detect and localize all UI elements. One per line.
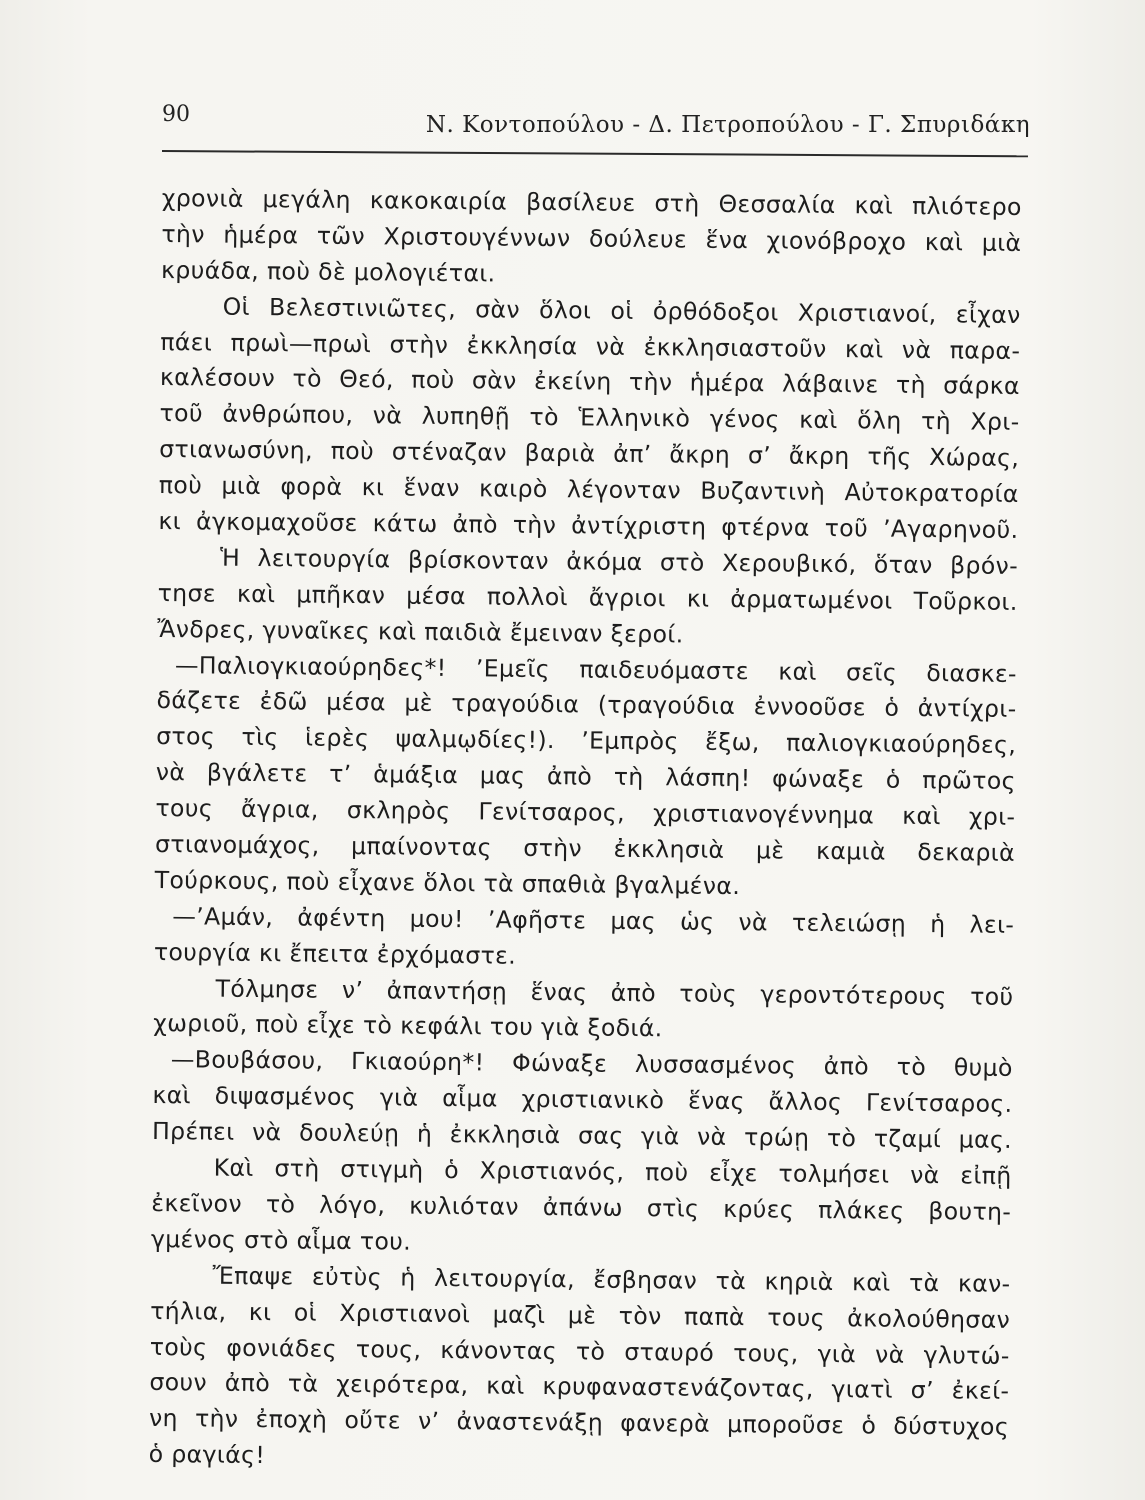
text-line: στιανομάχος, μπαίνοντας στὴν ἐκκλησιὰ μὲ καμιὰ δεκαριὰ — [154, 829, 1016, 867]
text-line: Τόλμησε ν’ ἀπαντήσῃ ἕνας ἀπὸ τοὺς γεροντότερους τοῦ — [215, 974, 1014, 1011]
text-line: Καὶ στὴ στιγμὴ ὁ Χριστιανός, ποὺ εἶχε τολμήσει νὰ εἰπῇ — [213, 1153, 1012, 1190]
text-line: καὶ διψασμένος γιὰ αἷμα χριστιανικὸ ἕνας ἄλλος Γενίτσαρος. — [152, 1081, 1013, 1119]
page-number: 90 — [162, 102, 190, 127]
text-line: Ἄνδρες, γυναῖκες καὶ παιδιὰ ἔμειναν ξεροί. — [157, 614, 684, 649]
text-line: ποὺ μιὰ φορὰ κι ἕναν καιρὸ λέγονταν Βυζαντινὴ Αὐτοκρατορία — [158, 471, 1019, 509]
text-line: χωριοῦ, ποὺ εἶχε τὸ κεφάλι του γιὰ ξοδιά. — [153, 1009, 663, 1043]
text-line: —’Αμάν, ἀφέντη μου! ’Αφῆστε μας ὡς νὰ τελειώσῃ ἡ λει- — [172, 901, 1015, 939]
text-line: πάει πρωὶ—πρωὶ στὴν ἐκκλησία νὰ ἐκκλησιαστοῦν καὶ νὰ παρα- — [160, 327, 1021, 365]
text-line: ὁ ραγιάς! — [148, 1440, 266, 1470]
text-line: κι ἀγκομαχοῦσε κάτω ἀπὸ τὴν ἀντίχριστη φτέρνα τοῦ ’Αγαρηνοῦ. — [158, 506, 1019, 545]
text-line: γμένος στὸ αἷμα του. — [150, 1224, 412, 1256]
text-line: —Παλιογκιαούρηδες*! ’Εμεῖς παιδευόμαστε καὶ σεῖς διασκε- — [174, 650, 1018, 688]
text-line: νη τὴν ἐποχὴ οὔτε ν’ ἀναστενάξῃ φανερὰ μποροῦσε ὁ δύστυχος — [148, 1404, 1010, 1442]
text-line: στιανωσύνη, ποὺ στέναζαν βαριὰ ἀπ’ ἄκρη σ’ ἄκρη τῆς Χώρας, — [159, 435, 1020, 473]
header-rule — [162, 150, 1028, 157]
page-header — [162, 96, 1030, 156]
text-line: Πρέπει νὰ δουλεύῃ ἡ ἐκκλησιὰ σας γιὰ νὰ τρώῃ τὸ τζαμί μας. — [151, 1117, 1013, 1155]
text-line: τησε καὶ μπῆκαν μέσα πολλοὶ ἄγριοι κι ἀρματωμένοι Τοῦρκοι. — [157, 578, 1018, 616]
text-line: χρονιὰ μεγάλη κακοκαιρία βασίλευε στὴ Θεσσαλία καὶ πλιότερο — [161, 183, 1022, 222]
text-line: σουν ἀπὸ τὰ χειρότερα, καὶ κρυφαναστενάζοντας, γιατὶ σ’ ἐκεί- — [149, 1368, 1010, 1406]
text-line: τήλια, κι οἱ Χριστιανοὶ μαζὶ μὲ τὸν παπὰ τους ἀκολούθησαν — [150, 1296, 1011, 1334]
text-line: Οἱ Βελεστινιῶτες, σὰν ὅλοι οἱ ὀρθόδοξοι Χριστιανοί, εἶχαν — [222, 292, 1021, 329]
running-title: Ν. Κοντοπούλου - Δ. Πετροπούλου - Γ. Σπυριδάκη — [425, 112, 1030, 138]
text-line: νὰ βγάλετε τ’ ἁμάξια μας ἀπὸ τὴ λάσπη! φώναξε ὁ πρῶτος — [155, 758, 1016, 796]
text-line: κρυάδα, ποὺ δὲ μολογιέται. — [160, 255, 496, 288]
text-line: τοὺς φονιάδες τους, κάνοντας τὸ σταυρό τους, γιὰ νὰ γλυτώ- — [149, 1332, 1010, 1370]
text-line: τους ἄγρια, σκληρὸς Γενίτσαρος, χριστιανογέννημα καὶ χρι- — [155, 794, 1016, 832]
text-line: τοῦ ἀνθρώπου, νὰ λυπηθῇ τὸ Ἑλληνικὸ γένος καὶ ὅλη τὴ Χρι- — [159, 399, 1020, 437]
text-line: τουργία κι ἔπειτα ἐρχόμαστε. — [153, 937, 517, 970]
text-line: στος τὶς ἱερὲς ψαλμῳδίες!). ’Εμπρὸς ἔξω, παλιογκιαούρηδες, — [156, 722, 1017, 760]
text-line: Ἔπαψε εὐτὺς ἡ λειτουργία, ἔσβησαν τὰ κηριὰ καὶ τὰ καν- — [212, 1261, 1011, 1298]
body-text — [148, 181, 1021, 1482]
text-line: Τούρκους, ποὺ εἶχανε ὅλοι τὰ σπαθιὰ βγαλμένα. — [154, 865, 741, 901]
text-line: τὴν ἡμέρα τῶν Χριστουγέννων δούλευε ἕνα χιονόβροχο καὶ μιὰ — [161, 219, 1022, 257]
text-line: Ἡ λειτουργία βρίσκονταν ἀκόμα στὸ Χερουβικό, ὅταν βρόν- — [219, 543, 1019, 580]
text-line: δάζετε ἐδῶ μέσα μὲ τραγούδια (τραγούδια ἐννοοῦσε ὁ ἀντίχρι- — [156, 686, 1017, 724]
text-line: ἐκεῖνον τὸ λόγο, κυλιόταν ἀπάνω στὶς κρύες πλάκες βουτη- — [151, 1188, 1012, 1226]
text-line: καλέσουν τὸ Θεό, ποὺ σὰν ἐκείνη τὴν ἡμέρα λάβαινε τὴ σάρκα — [159, 363, 1021, 401]
text-line: —Βουβάσου, Γκιαούρη*! Φώναξε λυσσασμένος ἀπὸ τὸ θυμὸ — [170, 1045, 1013, 1083]
